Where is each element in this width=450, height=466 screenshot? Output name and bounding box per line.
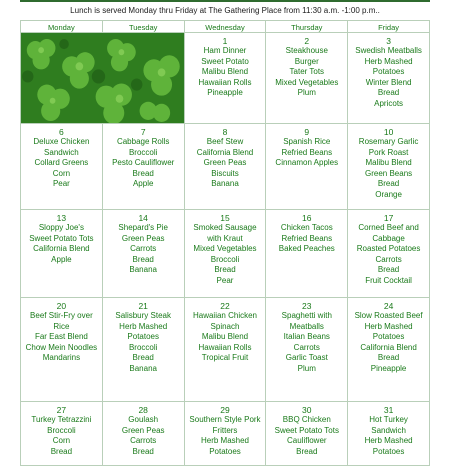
menu-item: Malibu Blend [201,332,249,341]
day-cell [21,298,103,402]
menu-item: Cauliflower [287,436,327,445]
menu-item: Herb Mashed [364,56,413,66]
menu-item: Smoked Sausage [193,223,257,232]
menu-item: Banana [129,363,157,373]
menu-item: Collard Greens [34,158,89,167]
menu-item: Herb Mashed [119,321,168,331]
day-cell [21,402,103,466]
shamrock-clover-icon [22,36,183,123]
menu-item: Bread [132,254,154,264]
day-cell [184,124,266,210]
day-number: 23 [302,301,312,311]
menu-item: Green Peas [203,158,247,167]
weekday-friday: Friday [348,21,430,33]
weekday-header-row [21,21,430,33]
menu-item: Corn [52,168,71,178]
menu-item: Deluxe Chicken [33,137,90,146]
menu-item: Bread [377,265,400,274]
menu-item: Hot Turkey [369,415,408,424]
menu-item: Far East Blend [34,332,88,341]
menu-item: Potatoes [209,446,241,456]
menu-item: Bread [214,265,236,274]
menu-item: Beef Stew [206,137,244,146]
menu-item: Fruit Cocktail [365,275,412,285]
menu-item: Mandarins [42,353,81,362]
menu-item: Steakhouse [285,46,328,55]
menu-item: Plum [297,363,316,373]
week-row [21,402,430,466]
menu-item: Banana [129,265,157,274]
day-cell [266,33,348,124]
day-number: 31 [383,405,394,415]
menu-item: BBQ Chicken [282,415,331,424]
menu-item: Apricots [374,98,404,108]
menu-item: Salisbury Steak [115,311,171,320]
week-row [21,298,430,402]
menu-item: Italian Beans [283,332,330,341]
day-number: 17 [383,213,394,223]
menu-item: Mixed Vegetables [193,244,257,253]
day-number: 1 [222,36,228,46]
menu-item: Orange [375,189,402,199]
day-cell [184,402,266,466]
menu-item: Corned Beef and [358,223,419,232]
day-number: 6 [59,127,64,137]
menu-item: Potatoes [372,332,405,341]
day-cell [266,298,348,402]
menu-item: Broccoli [128,342,158,352]
day-number: 22 [220,301,230,311]
menu-item: Refried Beans [281,233,333,243]
menu-item: Pear [216,275,234,285]
menu-item: Potatoes [372,67,405,76]
lunch-schedule-banner: Lunch is served Monday thru Friday at The Gathering Place from 11:30 a.m. -1:00 p.m.. [70,6,380,15]
menu-item: Southern Style Pork [189,415,261,424]
day-cell [348,33,430,124]
day-number: 27 [56,405,67,415]
menu-item: Broccoli [210,254,240,264]
menu-item: Refried Beans [281,147,333,157]
menu-item: Sloppy Joe's [38,223,84,232]
menu-item: Carrots [293,342,320,352]
menu-item: Plum [297,88,316,97]
menu-item: Rice [53,321,70,331]
menu-item: Beef Stir-Fry over [30,311,93,320]
menu-item: Baked Peaches [278,244,335,253]
menu-item: Tater Tots [289,67,325,76]
day-cell [348,298,430,402]
menu-item: Banana [211,179,239,188]
day-number: 29 [220,405,230,415]
menu-item: Spanish Rice [283,137,331,146]
menu-item: Bread [132,353,154,362]
menu-item: Apple [51,254,72,264]
menu-item: Winter Blend [365,77,412,87]
menu-item: Apple [132,179,154,188]
menu-item: Biscuits [211,168,239,178]
week-row [21,33,430,124]
day-number: 15 [220,213,230,223]
menu-item: Broccoli [128,147,158,157]
menu-item: Goulash [128,415,159,424]
menu-item: Mixed Vegetables [275,77,339,87]
day-cell [348,210,430,298]
menu-item: Bread [132,168,154,178]
day-cell [184,210,266,298]
day-number: 3 [386,36,391,46]
day-number: 7 [140,127,146,137]
weekday-wednesday: Wednesday [184,21,266,33]
menu-item: Pesto Cauliflower [112,158,175,167]
menu-item: Sandwich [44,147,79,157]
menu-item: Burger [294,56,319,66]
day-cell [348,402,430,466]
menu-item: Pineapple [370,363,407,373]
week-row [21,210,430,298]
menu-item: Meatballs [289,321,324,331]
menu-item: Slow Roasted Beef [354,311,423,320]
menu-item: Rosemary Garlic [358,137,419,146]
menu-item: California Blend [196,147,254,157]
menu-item: California Blend [360,342,417,352]
menu-item: Tropical Fruit [201,353,249,362]
menu-item: Carrots [375,254,402,264]
day-number: 2 [304,36,310,46]
day-cell [102,298,184,402]
menu-item: Roasted Potatoes [356,244,421,253]
menu-item: Herb Mashed [364,321,413,331]
menu-item: Malibu Blend [365,158,412,167]
menu-item: Bread [50,446,73,456]
menu-item: Herb Mashed [200,436,249,445]
menu-item: with Kraut [207,233,243,243]
top-rule [20,0,430,2]
day-number: 10 [383,127,394,137]
menu-item: Cabbage Rolls [116,137,170,146]
day-number: 28 [138,405,148,415]
day-number: 20 [56,301,67,311]
day-cell [102,210,184,298]
menu-item: Malibu Blend [201,67,249,76]
menu-item: Sandwich [371,425,406,435]
menu-item: Fritters [212,425,238,435]
menu-item: Cinnamon Apples [275,158,339,167]
day-cell [102,124,184,210]
menu-item: Sweet Potato Tots [274,425,339,435]
menu-item: Bread [377,353,400,362]
week-row [21,124,430,210]
menu-item: Garlic Toast [285,353,328,362]
day-cell [21,124,103,210]
menu-item: Bread [377,179,400,188]
menu-item: Chicken Tacos [280,223,333,232]
weekday-tuesday: Tuesday [102,21,184,33]
menu-item: Hawaiian Rolls [198,77,252,87]
menu-item: Hawaiian Chicken [192,311,257,320]
day-number: 24 [383,301,394,311]
day-cell [184,298,266,402]
menu-item: Green Beans [365,168,413,178]
menu-item: Green Peas [121,425,165,435]
menu-item: Hawaiian Rolls [198,342,252,352]
day-number: 21 [138,301,148,311]
menu-item: Pear [52,179,70,188]
day-cell [21,210,103,298]
day-cell [348,124,430,210]
menu-item: Bread [132,446,154,456]
menu-item: Pork Roast [368,147,409,157]
day-cell [266,210,348,298]
menu-item: California Blend [33,244,90,253]
menu-item: Pineapple [207,88,243,97]
menu-item: Sweet Potato [201,56,249,66]
menu-item: Spinach [210,321,240,331]
day-number: 30 [302,405,312,415]
day-cell [184,33,266,124]
menu-item: Bread [377,88,400,97]
menu-item: Turkey Tetrazzini [31,415,92,424]
day-number: 8 [222,127,228,137]
clover-photo [21,33,185,124]
menu-item: Herb Mashed [364,436,413,445]
menu-item: Carrots [130,244,157,253]
menu-item: Cabbage [372,233,405,243]
menu-item: Sweet Potato Tots [29,233,94,243]
menu-item: Bread [296,446,318,456]
day-number: 9 [304,127,310,137]
menu-item: Chow Mein Noodles [25,342,98,352]
menu-item: Broccoli [47,425,76,435]
menu-item: Corn [52,436,71,445]
menu-item: Potatoes [372,446,405,456]
day-cell [266,402,348,466]
day-number: 13 [56,213,67,223]
day-number: 16 [302,213,312,223]
menu-item: Ham Dinner [203,46,247,55]
menu-item: Spaghetti with [281,311,332,320]
menu-item: Swedish Meatballs [355,46,422,55]
menu-item: Potatoes [127,332,159,341]
menu-item: Shepard's Pie [118,223,168,232]
day-number: 14 [138,213,148,223]
day-cell [102,402,184,466]
weekday-thursday: Thursday [266,21,348,33]
weekday-monday: Monday [21,21,103,33]
day-cell [266,124,348,210]
menu-item: Green Peas [121,233,165,243]
menu-calendar [20,20,430,466]
menu-item: Carrots [130,436,157,445]
